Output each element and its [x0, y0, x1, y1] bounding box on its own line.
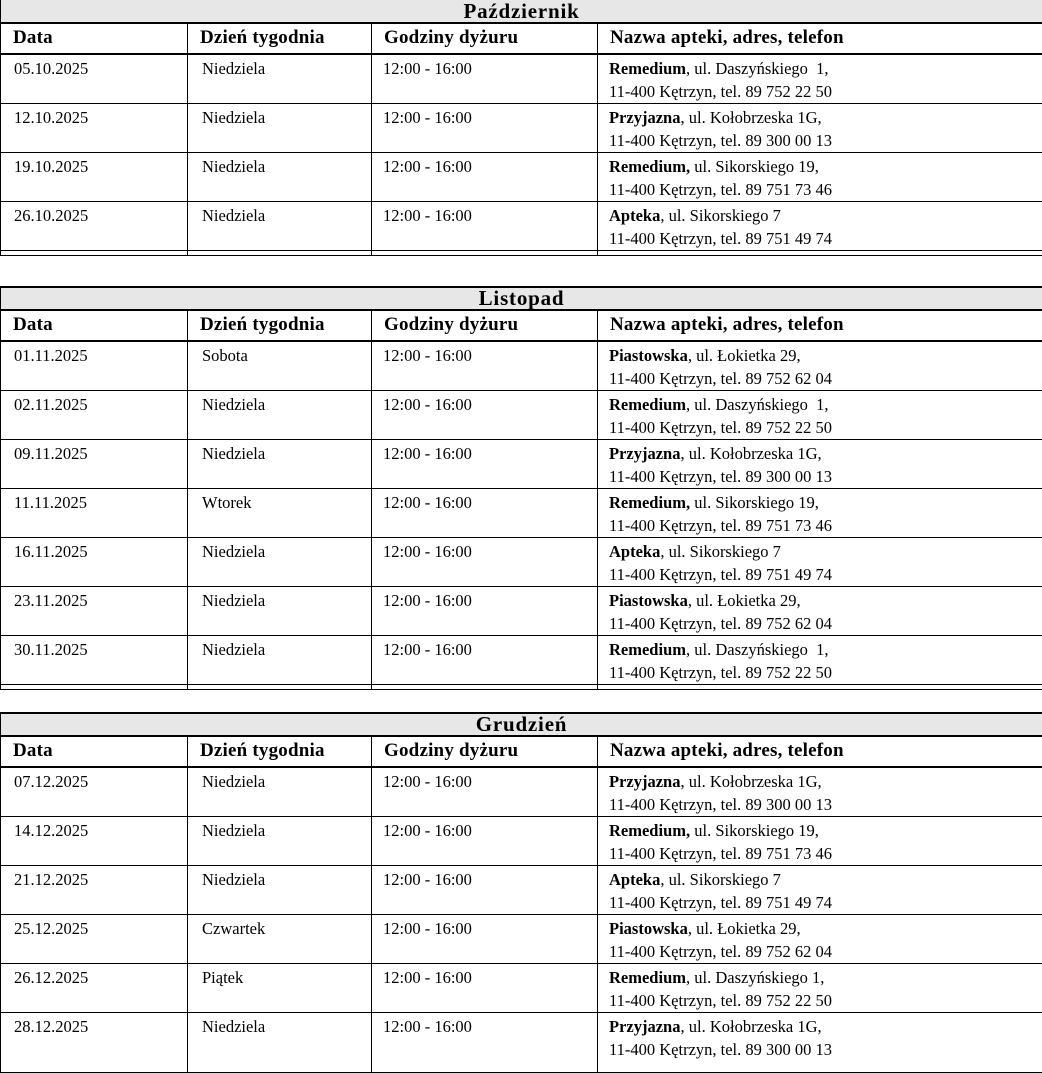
weekday-cell: Niedziela [188, 391, 372, 440]
weekday-cell: Niedziela [188, 104, 372, 153]
duty-hours-cell: 12:00 - 16:00 [372, 587, 598, 636]
pharmacy-address: , ul. Kołobrzeska 1G, [680, 1017, 821, 1036]
duty-hours-cell: 12:00 - 16:00 [372, 767, 598, 817]
pharmacy-name: Piastowska [609, 346, 688, 365]
duty-row [1, 153, 1042, 202]
date-cell: 26.10.2025 [1, 202, 188, 251]
pharmacy-address: , ul. Daszyńskiego 1, [686, 640, 829, 659]
pharmacy-city-phone: 11-400 Kętrzyn, tel. 89 300 00 13 [609, 1040, 832, 1059]
month-title: Grudzień [1, 713, 1042, 736]
weekday-cell: Sobota [188, 341, 372, 391]
pharmacy-city-phone: 11-400 Kętrzyn, tel. 89 752 22 50 [609, 418, 832, 437]
duty-row [1, 767, 1042, 817]
pharmacy-cell [598, 817, 1042, 866]
pharmacy-cell [598, 202, 1042, 251]
pharmacy-address: , ul. Sikorskiego 7 [660, 870, 781, 889]
table-end-strip [1, 685, 1042, 690]
weekday-cell: Niedziela [188, 1013, 372, 1073]
weekday-cell: Piątek [188, 964, 372, 1013]
duty-row [1, 391, 1042, 440]
column-header: Data [1, 310, 188, 341]
duty-row [1, 440, 1042, 489]
date-cell: 07.12.2025 [1, 767, 188, 817]
pharmacy-address: , ul. Sikorskiego 7 [660, 542, 781, 561]
pharmacy-city-phone: 11-400 Kętrzyn, tel. 89 751 73 46 [609, 516, 832, 535]
date-cell: 26.12.2025 [1, 964, 188, 1013]
month-title: Październik [1, 0, 1042, 23]
duty-hours-cell: 12:00 - 16:00 [372, 202, 598, 251]
month-table [0, 712, 1042, 1073]
column-header-row [1, 736, 1042, 767]
pharmacy-address: , ul. Łokietka 29, [688, 591, 801, 610]
pharmacy-name: Apteka [609, 206, 660, 225]
pharmacy-city-phone: 11-400 Kętrzyn, tel. 89 300 00 13 [609, 795, 832, 814]
rows-body [1, 767, 1042, 1073]
duty-hours-cell: 12:00 - 16:00 [372, 104, 598, 153]
pharmacy-cell [598, 440, 1042, 489]
column-header: Data [1, 23, 188, 54]
pharmacy-name: Przyjazna [609, 1017, 680, 1036]
pharmacy-name: Przyjazna [609, 108, 680, 127]
duty-hours-cell: 12:00 - 16:00 [372, 866, 598, 915]
pharmacy-name: Piastowska [609, 919, 688, 938]
weekday-cell: Niedziela [188, 538, 372, 587]
column-header: Nazwa apteki, adres, telefon [598, 23, 1042, 54]
date-cell: 21.12.2025 [1, 866, 188, 915]
pharmacy-cell [598, 153, 1042, 202]
column-header: Godziny dyżuru [372, 310, 598, 341]
pharmacy-name: Remedium [609, 395, 686, 414]
duty-row [1, 489, 1042, 538]
pharmacy-cell [598, 964, 1042, 1013]
pharmacy-name: Remedium [609, 59, 686, 78]
duty-hours-cell: 12:00 - 16:00 [372, 153, 598, 202]
column-header: Godziny dyżuru [372, 736, 598, 767]
weekday-cell: Niedziela [188, 866, 372, 915]
duty-hours-cell: 12:00 - 16:00 [372, 440, 598, 489]
duty-row [1, 915, 1042, 964]
duty-hours-cell: 12:00 - 16:00 [372, 341, 598, 391]
weekday-cell: Niedziela [188, 587, 372, 636]
date-cell: 05.10.2025 [1, 54, 188, 104]
duty-hours-cell: 12:00 - 16:00 [372, 1013, 598, 1073]
duty-hours-cell: 12:00 - 16:00 [372, 817, 598, 866]
duty-row [1, 964, 1042, 1013]
weekday-cell: Niedziela [188, 153, 372, 202]
pharmacy-address: , ul. Kołobrzeska 1G, [680, 772, 821, 791]
month-table [0, 0, 1042, 256]
column-header: Data [1, 736, 188, 767]
weekday-cell: Niedziela [188, 54, 372, 104]
duty-hours-cell: 12:00 - 16:00 [372, 964, 598, 1013]
duty-row [1, 866, 1042, 915]
duty-hours-cell: 12:00 - 16:00 [372, 54, 598, 104]
pharmacy-city-phone: 11-400 Kętrzyn, tel. 89 752 62 04 [609, 614, 832, 633]
pharmacy-name: Apteka [609, 870, 660, 889]
pharmacy-city-phone: 11-400 Kętrzyn, tel. 89 751 49 74 [609, 565, 832, 584]
rows-body [1, 54, 1042, 256]
pharmacy-cell [598, 391, 1042, 440]
column-header: Godziny dyżuru [372, 23, 598, 54]
month-table [0, 286, 1042, 690]
column-header: Nazwa apteki, adres, telefon [598, 736, 1042, 767]
pharmacy-name: Remedium [609, 968, 686, 987]
date-cell: 11.11.2025 [1, 489, 188, 538]
pharmacy-cell [598, 636, 1042, 685]
pharmacy-address: ul. Sikorskiego 19, [690, 821, 819, 840]
pharmacy-city-phone: 11-400 Kętrzyn, tel. 89 752 22 50 [609, 663, 832, 682]
duty-hours-cell: 12:00 - 16:00 [372, 489, 598, 538]
weekday-cell: Niedziela [188, 440, 372, 489]
date-cell: 12.10.2025 [1, 104, 188, 153]
date-cell: 16.11.2025 [1, 538, 188, 587]
date-cell: 01.11.2025 [1, 341, 188, 391]
weekday-cell: Niedziela [188, 767, 372, 817]
pharmacy-address: , ul. Daszyńskiego 1, [686, 395, 829, 414]
date-cell: 23.11.2025 [1, 587, 188, 636]
date-cell: 19.10.2025 [1, 153, 188, 202]
date-cell: 30.11.2025 [1, 636, 188, 685]
duty-row [1, 1013, 1042, 1073]
date-cell: 02.11.2025 [1, 391, 188, 440]
column-header-row [1, 310, 1042, 341]
pharmacy-name: Apteka [609, 542, 660, 561]
weekday-cell: Wtorek [188, 489, 372, 538]
pharmacy-cell [598, 341, 1042, 391]
rows-body [1, 341, 1042, 690]
date-cell: 09.11.2025 [1, 440, 188, 489]
pharmacy-name: Przyjazna [609, 444, 680, 463]
column-header: Dzień tygodnia [188, 310, 372, 341]
pharmacy-city-phone: 11-400 Kętrzyn, tel. 89 751 73 46 [609, 844, 832, 863]
pharmacy-city-phone: 11-400 Kętrzyn, tel. 89 751 73 46 [609, 180, 832, 199]
date-cell: 14.12.2025 [1, 817, 188, 866]
pharmacy-address: , ul. Kołobrzeska 1G, [680, 444, 821, 463]
duty-hours-cell: 12:00 - 16:00 [372, 636, 598, 685]
pharmacy-address: , ul. Sikorskiego 7 [660, 206, 781, 225]
duty-row [1, 54, 1042, 104]
date-cell: 28.12.2025 [1, 1013, 188, 1073]
weekday-cell: Niedziela [188, 817, 372, 866]
pharmacy-name: Remedium, [609, 157, 690, 176]
pharmacy-cell [598, 915, 1042, 964]
month-title-row [1, 287, 1042, 310]
weekday-cell: Czwartek [188, 915, 372, 964]
pharmacy-address: , ul. Łokietka 29, [688, 919, 801, 938]
pharmacy-cell [598, 587, 1042, 636]
pharmacy-name: Piastowska [609, 591, 688, 610]
pharmacy-city-phone: 11-400 Kętrzyn, tel. 89 751 49 74 [609, 893, 832, 912]
pharmacy-name: Remedium, [609, 493, 690, 512]
pharmacy-city-phone: 11-400 Kętrzyn, tel. 89 752 22 50 [609, 82, 832, 101]
column-header: Nazwa apteki, adres, telefon [598, 310, 1042, 341]
weekday-cell: Niedziela [188, 202, 372, 251]
duty-row [1, 587, 1042, 636]
pharmacy-cell [598, 538, 1042, 587]
pharmacy-cell [598, 1013, 1042, 1073]
pharmacy-cell [598, 767, 1042, 817]
duty-hours-cell: 12:00 - 16:00 [372, 538, 598, 587]
duty-row [1, 636, 1042, 685]
column-header-row [1, 23, 1042, 54]
pharmacy-address: ul. Sikorskiego 19, [690, 157, 819, 176]
pharmacy-name: Remedium [609, 640, 686, 659]
pharmacy-city-phone: 11-400 Kętrzyn, tel. 89 300 00 13 [609, 467, 832, 486]
month-title-row [1, 0, 1042, 23]
date-cell: 25.12.2025 [1, 915, 188, 964]
duty-hours-cell: 12:00 - 16:00 [372, 915, 598, 964]
pharmacy-cell [598, 54, 1042, 104]
pharmacy-city-phone: 11-400 Kętrzyn, tel. 89 752 62 04 [609, 369, 832, 388]
table-end-strip [1, 251, 1042, 256]
pharmacy-cell [598, 866, 1042, 915]
pharmacy-city-phone: 11-400 Kętrzyn, tel. 89 752 62 04 [609, 942, 832, 961]
pharmacy-name: Przyjazna [609, 772, 680, 791]
pharmacy-address: , ul. Daszyńskiego 1, [686, 968, 824, 987]
duty-row [1, 817, 1042, 866]
duty-row [1, 202, 1042, 251]
pharmacy-address: , ul. Daszyńskiego 1, [686, 59, 829, 78]
pharmacy-city-phone: 11-400 Kętrzyn, tel. 89 752 22 50 [609, 991, 832, 1010]
pharmacy-address: , ul. Łokietka 29, [688, 346, 801, 365]
pharmacy-cell [598, 489, 1042, 538]
pharmacy-name: Remedium, [609, 821, 690, 840]
pharmacy-city-phone: 11-400 Kętrzyn, tel. 89 751 49 74 [609, 229, 832, 248]
duty-row [1, 341, 1042, 391]
month-title: Listopad [1, 287, 1042, 310]
pharmacy-address: , ul. Kołobrzeska 1G, [680, 108, 821, 127]
pharmacy-city-phone: 11-400 Kętrzyn, tel. 89 300 00 13 [609, 131, 832, 150]
duty-row [1, 538, 1042, 587]
duty-row [1, 104, 1042, 153]
column-header: Dzień tygodnia [188, 23, 372, 54]
column-header: Dzień tygodnia [188, 736, 372, 767]
pharmacy-cell [598, 104, 1042, 153]
month-title-row [1, 713, 1042, 736]
duty-hours-cell: 12:00 - 16:00 [372, 391, 598, 440]
weekday-cell: Niedziela [188, 636, 372, 685]
pharmacy-address: ul. Sikorskiego 19, [690, 493, 819, 512]
